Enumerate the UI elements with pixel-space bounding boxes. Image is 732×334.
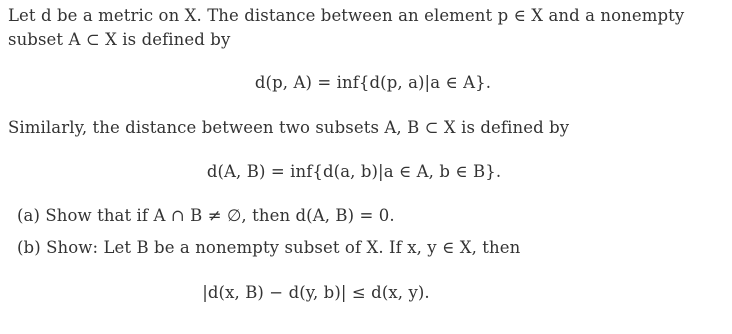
intro-line-2: subset A ⊂ X is defined by xyxy=(8,30,231,49)
distance-between-sets-equation: d(A, B) = inf{d(a, b)|a ∈ A, b ∈ B}. xyxy=(206,162,502,181)
distance-point-set-equation: d(p, A) = inf{d(p, a)|a ∈ A}. xyxy=(254,73,492,92)
similarly-text: Similarly, the distance between two subsets A, B ⊂ X is defined by xyxy=(8,118,570,137)
part-a: (a) Show that if A ∩ B ≠ ∅, then d(A, B) = 0. xyxy=(17,206,395,225)
part-b: (b) Show: Let B be a nonempty subset of X. If x, y ∈ X, then xyxy=(17,238,521,257)
intro-line-1: Let d be a metric on X. The distance between an element p ∈ X and a nonempty xyxy=(8,6,685,25)
inequality-equation: |d(x, B) − d(y, b)| ≤ d(x, y). xyxy=(202,283,430,302)
